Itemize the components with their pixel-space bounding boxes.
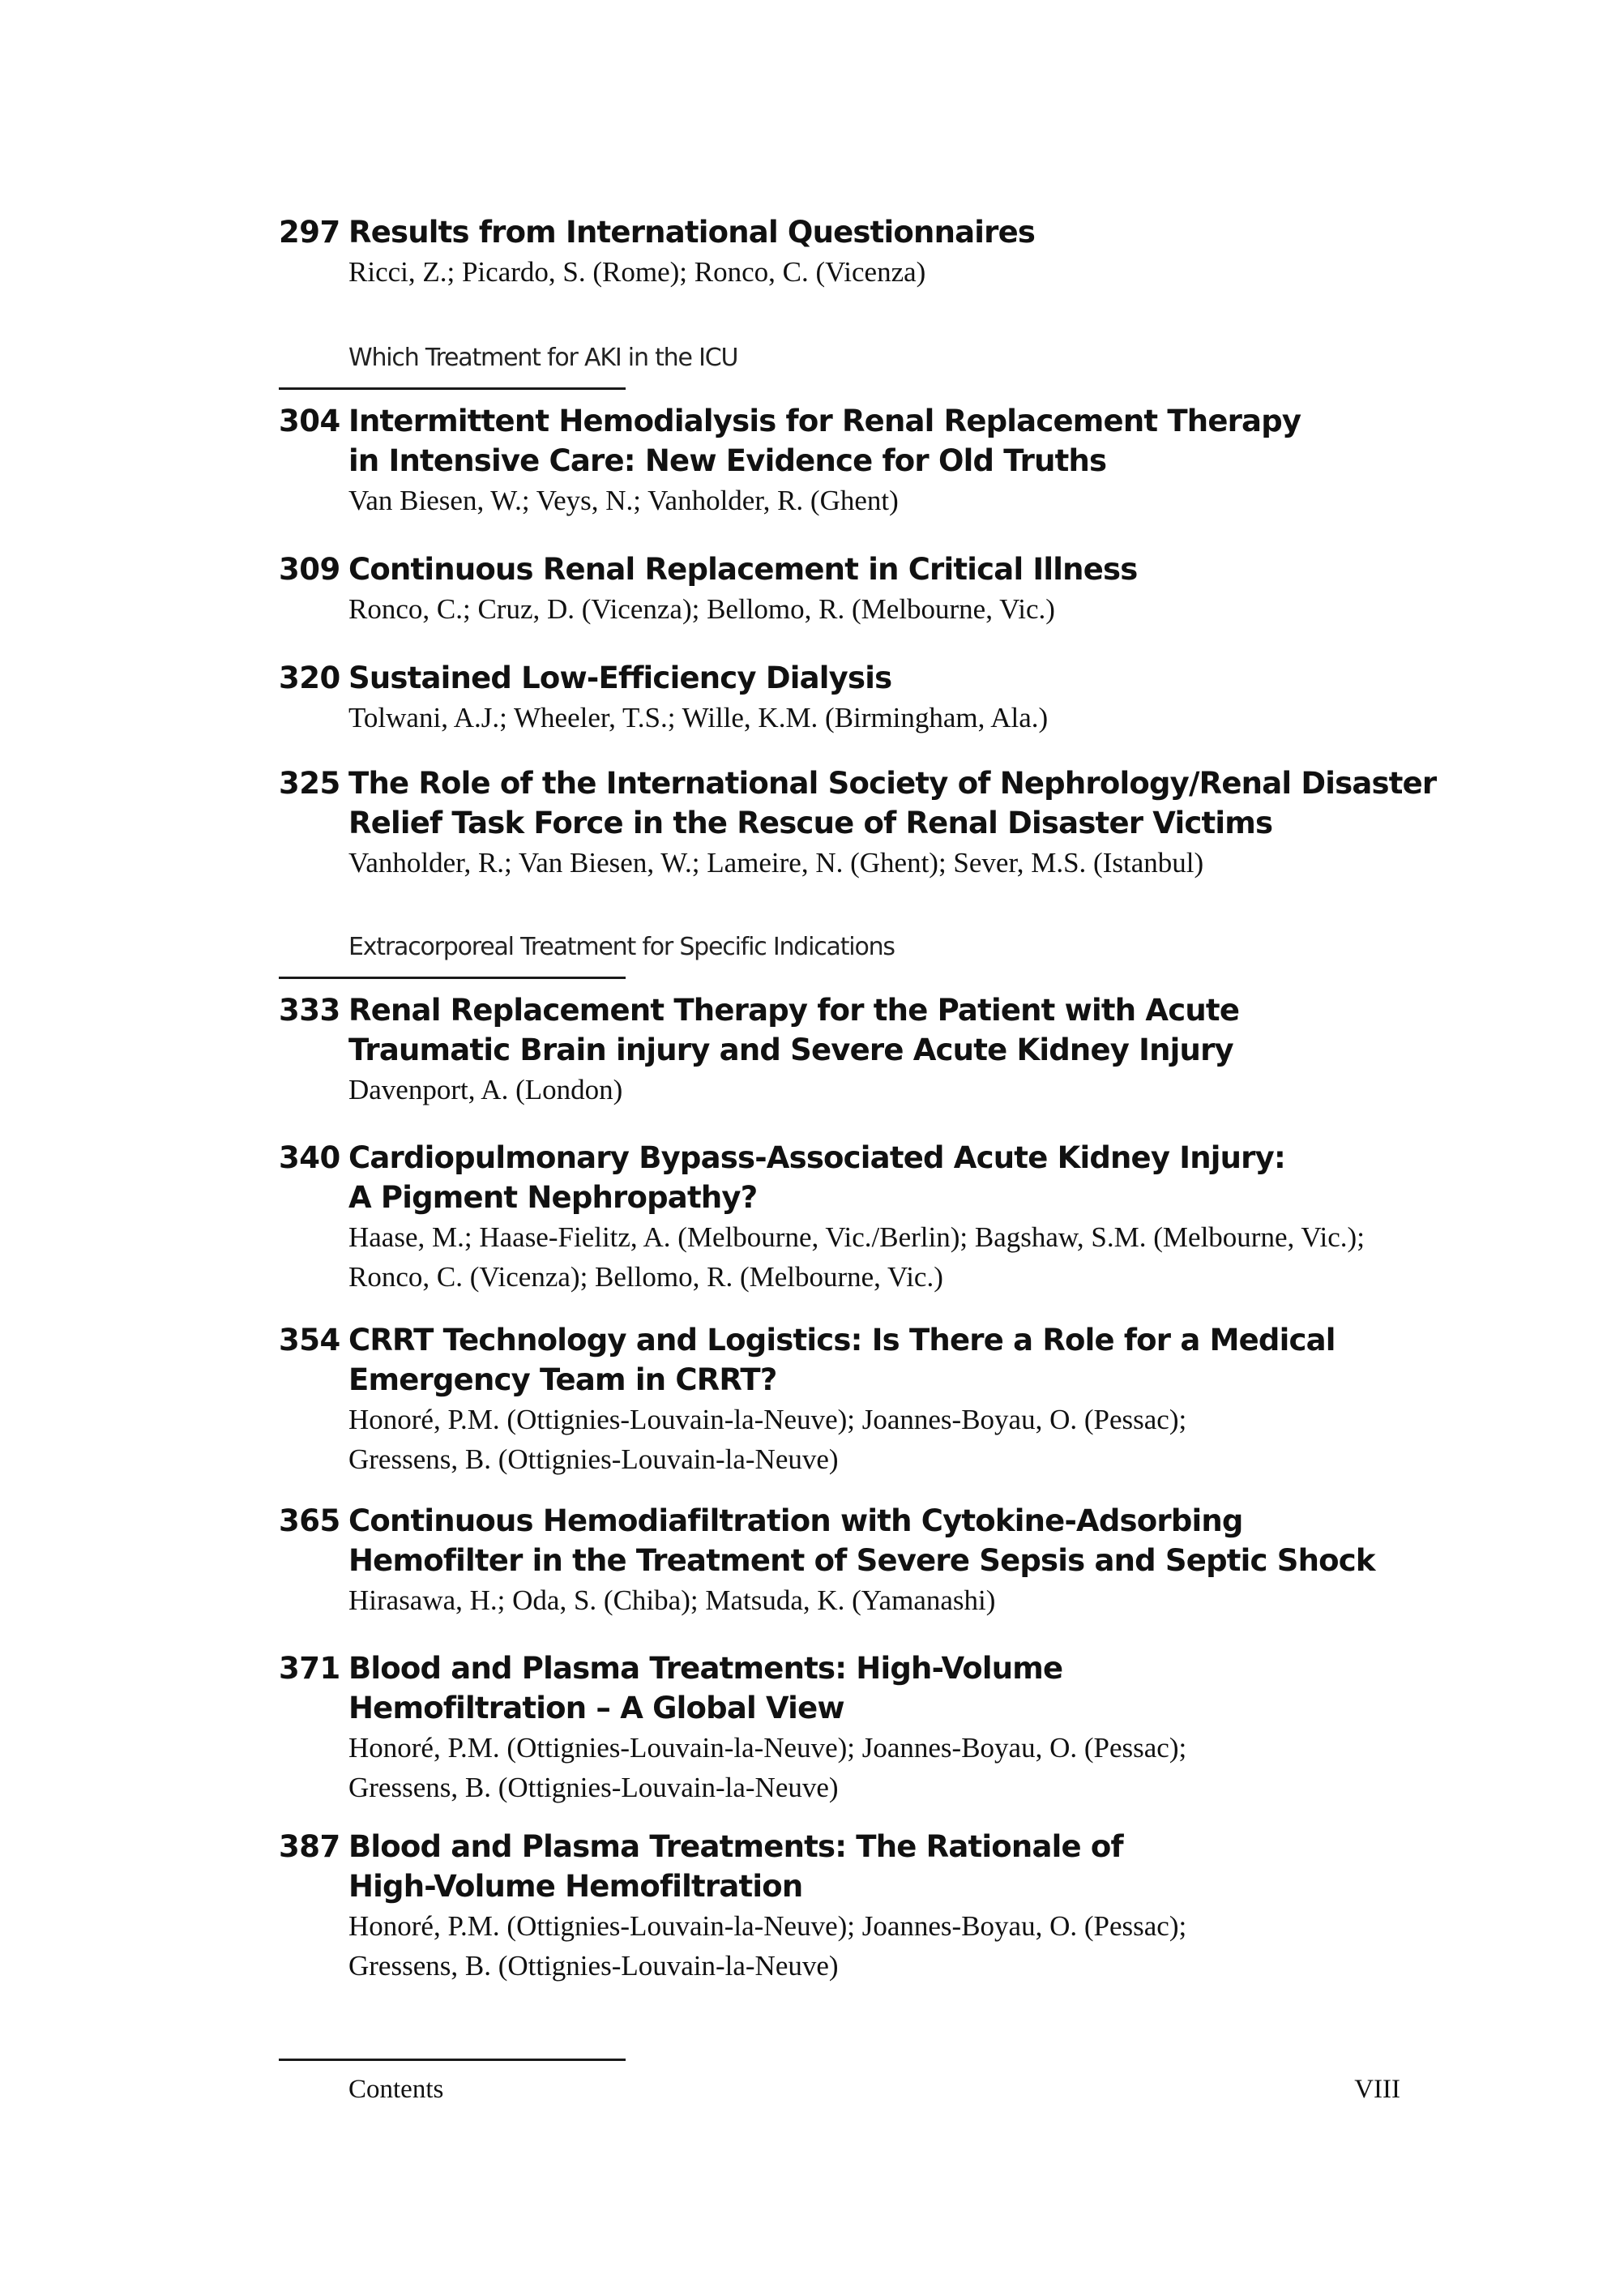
entry-author-line: Gressens, B. (Ottignies-Louvain-la-Neuve) — [348, 1950, 839, 1982]
entry-authors — [348, 1070, 1426, 1110]
entry-author-line: Gressens, B. (Ottignies-Louvain-la-Neuve) — [348, 1443, 839, 1475]
entry-page-number: 325 — [279, 766, 340, 801]
entry-title — [348, 763, 1437, 843]
entry-title — [348, 658, 1426, 698]
entry-title-line: Blood and Plasma Treatments: The Rationale of — [348, 1829, 1123, 1864]
entry-page-number: 304 — [279, 404, 340, 438]
entry-title-line: Hemofilter in the Treatment of Severe Sepsis and Septic Shock — [348, 1543, 1375, 1578]
entry-author-line: Davenport, A. (London) — [348, 1074, 623, 1105]
entry-author-line: Ronco, C. (Vicenza); Bellomo, R. (Melbourne, Vic.) — [348, 1261, 943, 1293]
entry-page-number: 340 — [279, 1140, 340, 1175]
entry-authors — [348, 843, 1426, 883]
entry-authors — [348, 589, 1426, 629]
entry-title-line: Cardiopulmonary Bypass-Associated Acute Kidney Injury: — [348, 1140, 1285, 1175]
entry-title — [348, 549, 1426, 589]
entry-author-line: Ronco, C.; Cruz, D. (Vicenza); Bellomo, R. (Melbourne, Vic.) — [348, 593, 1055, 625]
entry-page-number: 365 — [279, 1503, 340, 1538]
entry-title-line: Sustained Low-Efficiency Dialysis — [348, 661, 892, 695]
entry-page-number: 333 — [279, 993, 340, 1028]
footer-divider — [279, 2059, 626, 2061]
entry-title — [348, 1501, 1426, 1580]
entry-authors — [348, 1400, 1426, 1479]
entry-page-number: 354 — [279, 1323, 340, 1358]
entry-author-line: Tolwani, A.J.; Wheeler, T.S.; Wille, K.M. (Birmingham, Ala.) — [348, 702, 1049, 733]
entry-authors — [348, 1728, 1426, 1807]
section-heading: Extracorporeal Treatment for Specific Indications — [348, 933, 895, 961]
entry-title-line: High-Volume Hemofiltration — [348, 1869, 803, 1904]
entry-authors — [348, 1580, 1426, 1620]
entry-title-line: Relief Task Force in the Rescue of Renal Disaster Victims — [348, 806, 1273, 840]
entry-title-line: Renal Replacement Therapy for the Patient with Acute — [348, 993, 1240, 1028]
page-number: VIII — [1354, 2075, 1400, 2104]
section-divider — [279, 977, 626, 979]
entry-title-line: Continuous Hemodiafiltration with Cytokine-Adsorbing — [348, 1503, 1243, 1538]
entry-title — [348, 212, 1426, 252]
entry-page-number: 309 — [279, 552, 340, 587]
running-footer-label: Contents — [348, 2075, 444, 2104]
entry-author-line: Hirasawa, H.; Oda, S. (Chiba); Matsuda, K. (Yamanashi) — [348, 1584, 996, 1616]
entry-title-line: Blood and Plasma Treatments: High-Volume — [348, 1651, 1063, 1686]
entry-title — [348, 1648, 1426, 1728]
entry-title — [348, 1827, 1426, 1906]
entry-author-line: Haase, M.; Haase-Fielitz, A. (Melbourne, Vic./Berlin); Bagshaw, S.M. (Melbourne, Vic.); — [348, 1221, 1365, 1253]
entry-title-line: A Pigment Nephropathy? — [348, 1180, 758, 1215]
entry-title-line: CRRT Technology and Logistics: Is There a Role for a Medical — [348, 1323, 1336, 1358]
entry-title-line: Continuous Renal Replacement in Critical Illness — [348, 552, 1138, 587]
entry-author-line: Honoré, P.M. (Ottignies-Louvain-la-Neuve); Joannes-Boyau, O. (Pessac); — [348, 1910, 1187, 1942]
entry-authors — [348, 698, 1426, 738]
entry-title-line: Results from International Questionnaires — [348, 215, 1036, 250]
entry-title — [348, 990, 1426, 1070]
entry-page-number: 297 — [279, 215, 340, 250]
entry-authors — [348, 481, 1426, 520]
entry-title-line: Emergency Team in CRRT? — [348, 1362, 777, 1397]
entry-authors — [348, 1217, 1426, 1297]
entry-author-line: Honoré, P.M. (Ottignies-Louvain-la-Neuve); Joannes-Boyau, O. (Pessac); — [348, 1732, 1187, 1764]
entry-author-line: Gressens, B. (Ottignies-Louvain-la-Neuve) — [348, 1772, 839, 1803]
section-heading: Which Treatment for AKI in the ICU — [348, 344, 738, 372]
entry-author-line: Van Biesen, W.; Veys, N.; Vanholder, R. (Ghent) — [348, 485, 899, 516]
entry-page-number: 371 — [279, 1651, 340, 1686]
entry-title — [348, 1138, 1426, 1217]
entry-title-line: in Intensive Care: New Evidence for Old Truths — [348, 443, 1107, 478]
entry-title-line: The Role of the International Society of Nephrology/Renal Disaster — [348, 766, 1437, 801]
entry-title-line: Intermittent Hemodialysis for Renal Replacement Therapy — [348, 404, 1301, 438]
entry-title — [348, 401, 1426, 481]
section-divider — [279, 387, 626, 390]
entry-page-number: 320 — [279, 661, 340, 695]
entry-author-line: Ricci, Z.; Picardo, S. (Rome); Ronco, C. (Vicenza) — [348, 256, 926, 288]
entry-page-number: 387 — [279, 1829, 340, 1864]
entry-title-line: Traumatic Brain injury and Severe Acute Kidney Injury — [348, 1033, 1233, 1067]
entry-authors — [348, 1906, 1426, 1986]
entry-authors — [348, 252, 1426, 292]
entry-author-line: Vanholder, R.; Van Biesen, W.; Lameire, N. (Ghent); Sever, M.S. (Istanbul) — [348, 847, 1204, 879]
entry-author-line: Honoré, P.M. (Ottignies-Louvain-la-Neuve); Joannes-Boyau, O. (Pessac); — [348, 1404, 1187, 1435]
entry-title — [348, 1320, 1426, 1400]
entry-title-line: Hemofiltration – A Global View — [348, 1691, 844, 1725]
